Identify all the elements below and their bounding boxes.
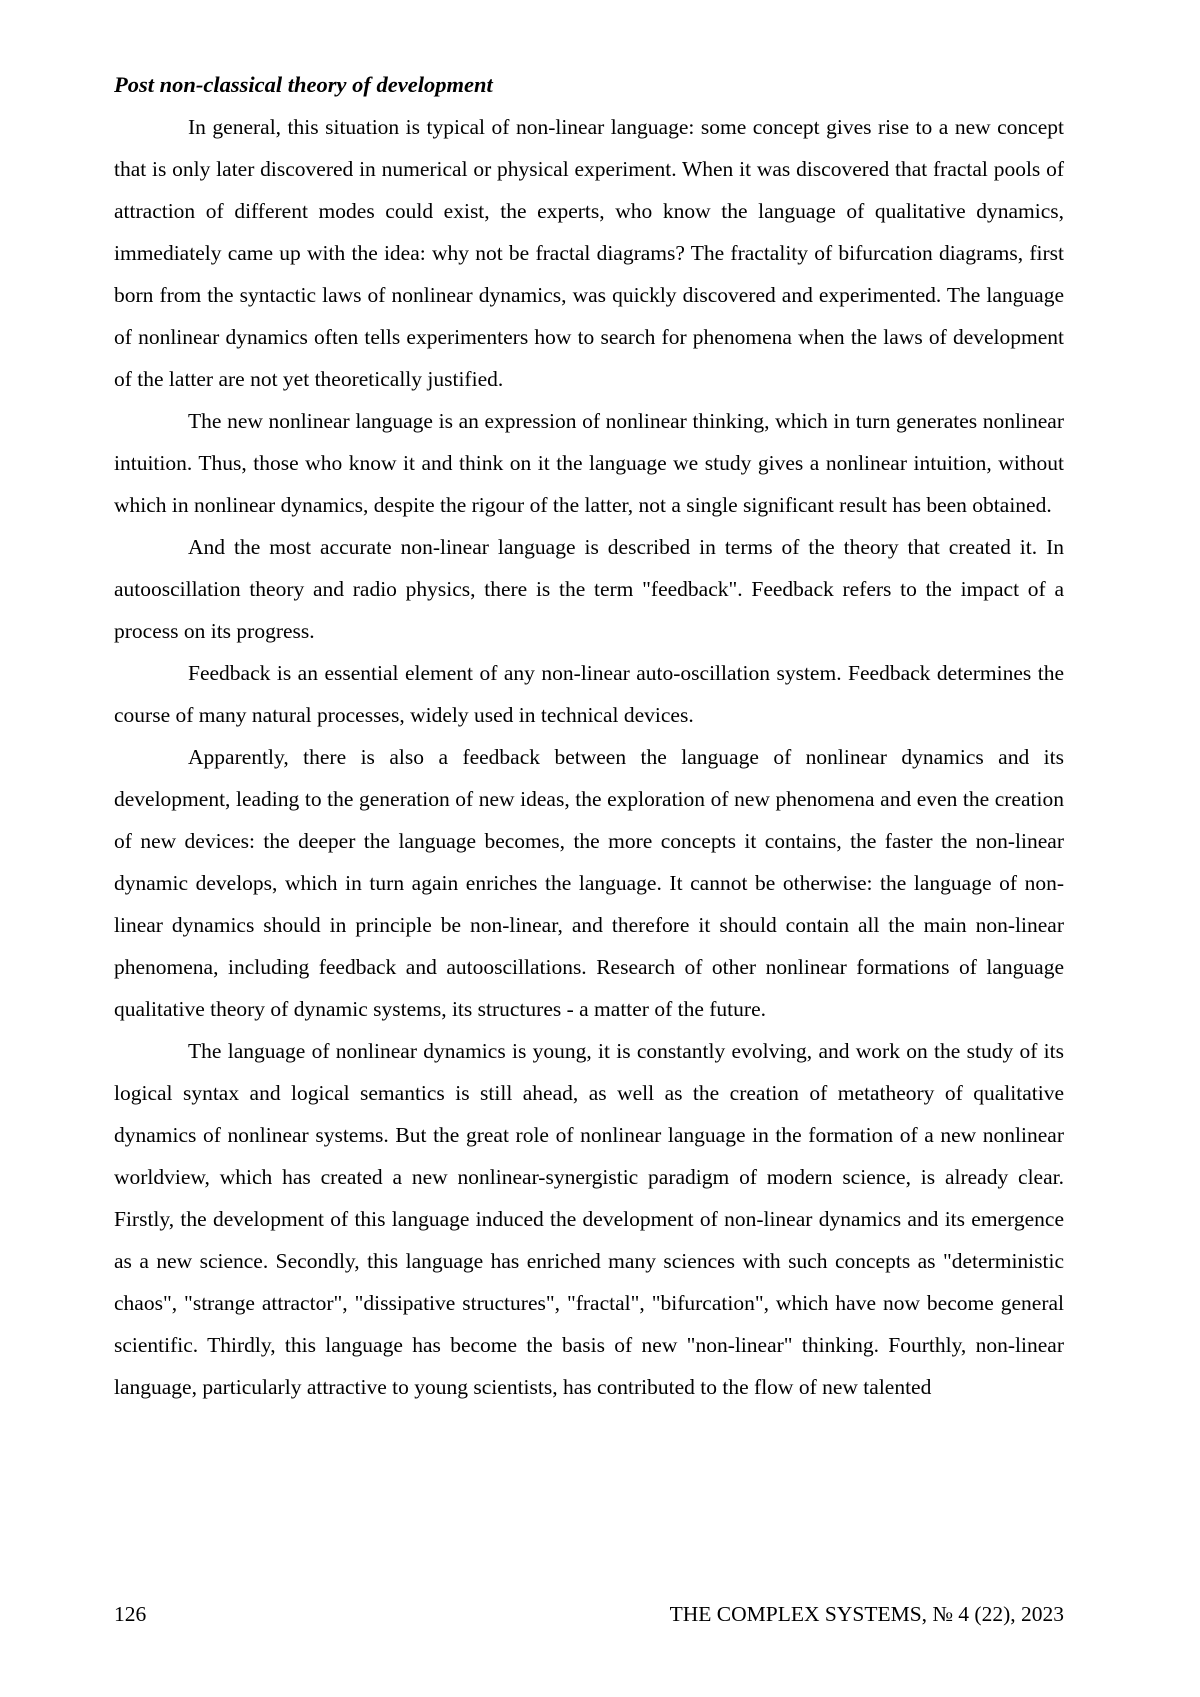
- page-number: 126: [114, 1602, 147, 1626]
- paragraph: In general, this situation is typical of non-linear language: some concept gives rise to a new concept that is only later discovered in numerical or physical experiment. When it was discovered that fractal pools of attraction of different modes could exist, the experts, who know the language of qualitative dynamics, immediately came up with the idea: why not be fractal diagrams? The fractality of bifurcation diagrams, first born from the syntactic laws of nonlinear dynamics, was quickly discovered and experimented. The language of nonlinear dynamics often tells experimenters how to search for phenomena when the laws of development of the latter are not yet theoretically justified.: [114, 115, 1064, 391]
- journal-citation: THE COMPLEX SYSTEMS, № 4 (22), 2023: [669, 1602, 1064, 1626]
- paragraph: The language of nonlinear dynamics is young, it is constantly evolving, and work on the study of its logical syntax and logical semantics is still ahead, as well as the creation of metatheory of qualitative dynamics of nonlinear systems. But the great role of nonlinear language in the formation of a new nonlinear worldview, which has created a new nonlinear-synergistic paradigm of modern science, is already clear. Firstly, the development of this language induced the development of non-linear dynamics and its emergence as a new science. Secondly, this language has enriched many sciences with such concepts as "deterministic chaos", "strange attractor", "dissipative structures", "fractal", "bifurcation", which have now become general scientific. Thirdly, this language has become the basis of new "non-linear" thinking. Fourthly, non-linear language, particularly attractive to young scientists, has contributed to the flow of new talented: [114, 1039, 1064, 1399]
- section-title: Post non-classical theory of development: [114, 72, 493, 97]
- paragraph: Apparently, there is also a feedback between the language of nonlinear dynamics and its development, leading to the generation of new ideas, the exploration of new phenomena and even the creation of new devices: the deeper the language becomes, the more concepts it contains, the faster the non-linear dynamic develops, which in turn again enriches the language. It cannot be otherwise: the language of non-linear dynamics should in principle be non-linear, and therefore it should contain all the main non-linear phenomena, including feedback and autooscillations. Research of other nonlinear formations of language qualitative theory of dynamic systems, its structures - a matter of the future.: [114, 745, 1064, 1021]
- paragraph: The new nonlinear language is an expression of nonlinear thinking, which in turn generates nonlinear intuition. Thus, those who know it and think on it the language we study gives a nonlinear intuition, without which in nonlinear dynamics, despite the rigour of the latter, not a single significant result has been obtained.: [114, 409, 1064, 517]
- paragraph: Feedback is an essential element of any non-linear auto-oscillation system. Feedback determines the course of many natural processes, widely used in technical devices.: [114, 661, 1064, 727]
- paragraph: And the most accurate non-linear language is described in terms of the theory that created it. In autooscillation theory and radio physics, there is the term "feedback". Feedback refers to the impact of a process on its progress.: [114, 535, 1064, 643]
- page-footer: [114, 1596, 1064, 1632]
- page-body: [114, 64, 1064, 1408]
